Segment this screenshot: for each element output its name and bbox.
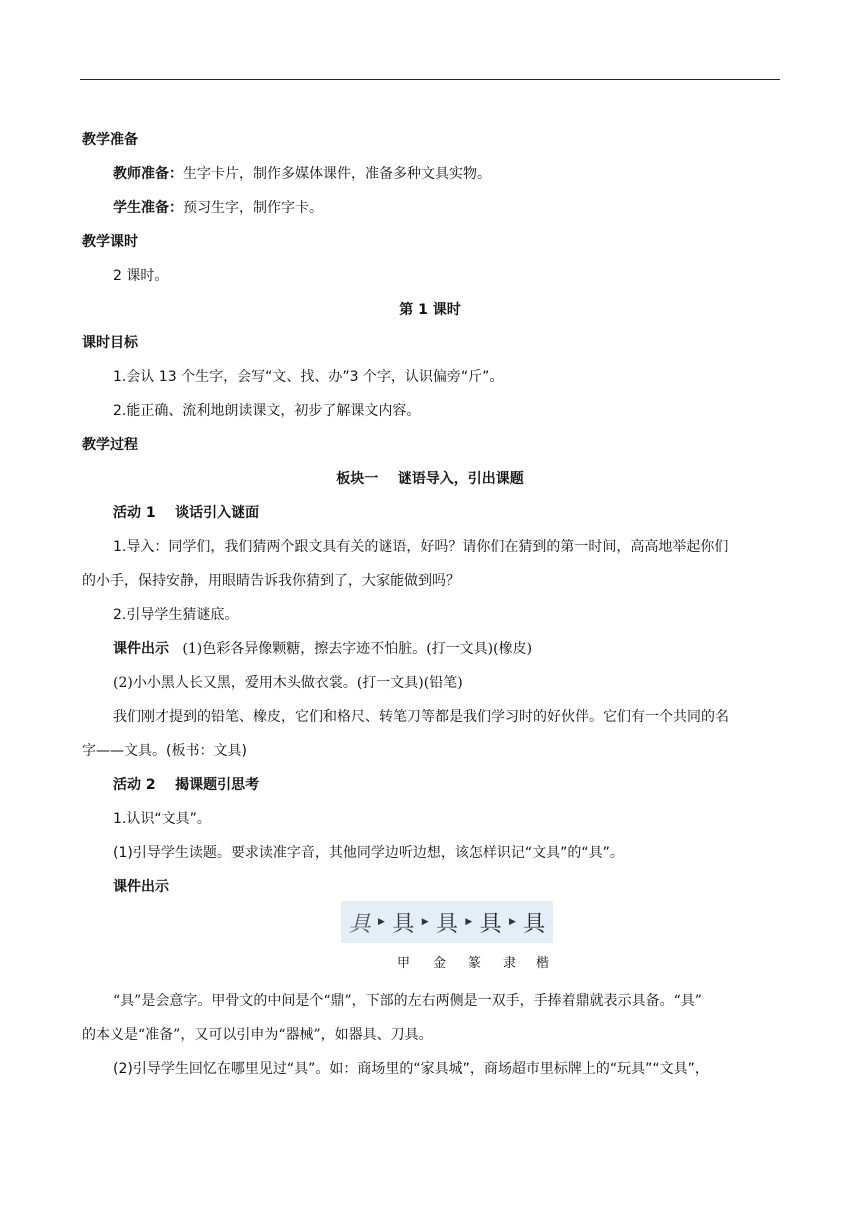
arrow-icon: ▶ <box>378 917 385 927</box>
heading-hours: 教学课时 <box>82 234 138 250</box>
paragraph-stationery-line-2: 字——文具。(板书：文具) <box>82 743 247 759</box>
riddle-1-line <box>113 639 781 659</box>
heading-prep: 教学准备 <box>82 132 138 148</box>
caption-clerical: 隶 <box>503 956 517 971</box>
block-title: 板块一 谜语导入，引出课题 <box>336 471 524 487</box>
clerical-glyph: 具 <box>479 911 502 937</box>
caption-bronze: 金 <box>433 956 447 971</box>
regular-glyph: 具 <box>523 911 546 937</box>
arrow-icon: ▶ <box>465 917 473 927</box>
heading-goals: 课时目标 <box>82 335 138 351</box>
paragraph-stationery-line-1: 我们刚才提到的铅笔、橡皮，它们和格尺、转笔刀等都是我们学习时的好伙伴。它们有一个共同的名 <box>113 709 729 725</box>
student-prep-text: 预习生字，制作字卡。 <box>183 200 323 216</box>
student-prep-label: 学生准备： <box>113 200 183 216</box>
seal-glyph: 具 <box>435 911 458 937</box>
teacher-prep-text: 生字卡片，制作多媒体课件，准备多种文具实物。 <box>183 166 491 182</box>
caption-regular: 楷 <box>536 956 550 971</box>
paragraph-intro-line-1: 1.导入：同学们，我们猜两个跟文具有关的谜语，好吗？请你们在猜到的第一时间，高高地举起你们 <box>113 539 729 555</box>
activity-1-heading: 活动 1 谈话引入谜面 <box>113 505 260 521</box>
goal-1: 1.会认 13 个生字，会写“文、找、办”3 个字，认识偏旁“斤”。 <box>113 369 504 385</box>
hours-text: 2 课时。 <box>113 268 169 284</box>
caption-oracle: 甲 <box>397 956 411 971</box>
lesson-title: 第 1 课时 <box>399 302 461 318</box>
courseware-label-2: 课件出示 <box>113 879 169 895</box>
teacher-prep-label: 教师准备： <box>113 166 183 182</box>
goal-2: 2.能正确、流利地朗读课文，初步了解课文内容。 <box>113 403 421 419</box>
paragraph-recognize: 1.认识“文具”。 <box>113 811 211 827</box>
arrow-icon: ▶ <box>509 917 516 927</box>
paragraph-guess: 2.引导学生猜谜底。 <box>113 607 239 623</box>
caption-seal: 篆 <box>468 956 482 971</box>
teacher-prep-line <box>113 164 781 184</box>
paragraph-read-title: (1)引导学生读题。要求读准字音，其他同学边听边想，该怎样识记“文具”的“具”。 <box>113 845 624 861</box>
riddle-2: (2)小小黑人长又黑，爱用木头做衣裳。(打一文具)(铅笔) <box>113 675 463 691</box>
header-rule <box>80 79 780 80</box>
paragraph-recall: (2)引导学生回忆在哪里见过“具”。如：商场里的“家具城”，商场超市里标牌上的“玩具”“文具”， <box>113 1061 709 1077</box>
courseware-label: 课件出示 <box>113 641 169 657</box>
oracle-glyph: 具 <box>348 911 371 937</box>
heading-process: 教学过程 <box>82 437 138 453</box>
arrow-icon: ▶ <box>421 917 429 927</box>
bronze-glyph: 具 <box>392 911 415 937</box>
student-prep-line <box>113 198 781 218</box>
paragraph-ju-line-2: 的本义是“准备”，又可以引申为“器械”，如器具、刀具。 <box>82 1027 433 1043</box>
activity-2-heading: 活动 2 揭课题引思考 <box>113 777 260 793</box>
character-evolution-figure <box>341 901 553 943</box>
paragraph-intro-line-2: 的小手，保持安静，用眼睛告诉我你猜到了，大家能做到吗？ <box>82 573 460 589</box>
paragraph-ju-line-1: “具”是会意字。甲骨文的中间是个“鼎”，下部的左右两侧是一双手，手捧着鼎就表示具备。“具” <box>113 993 702 1009</box>
riddle-1: (1)色彩各异像颗糖，擦去字迹不怕脏。(打一文具)(橡皮) <box>182 641 533 657</box>
